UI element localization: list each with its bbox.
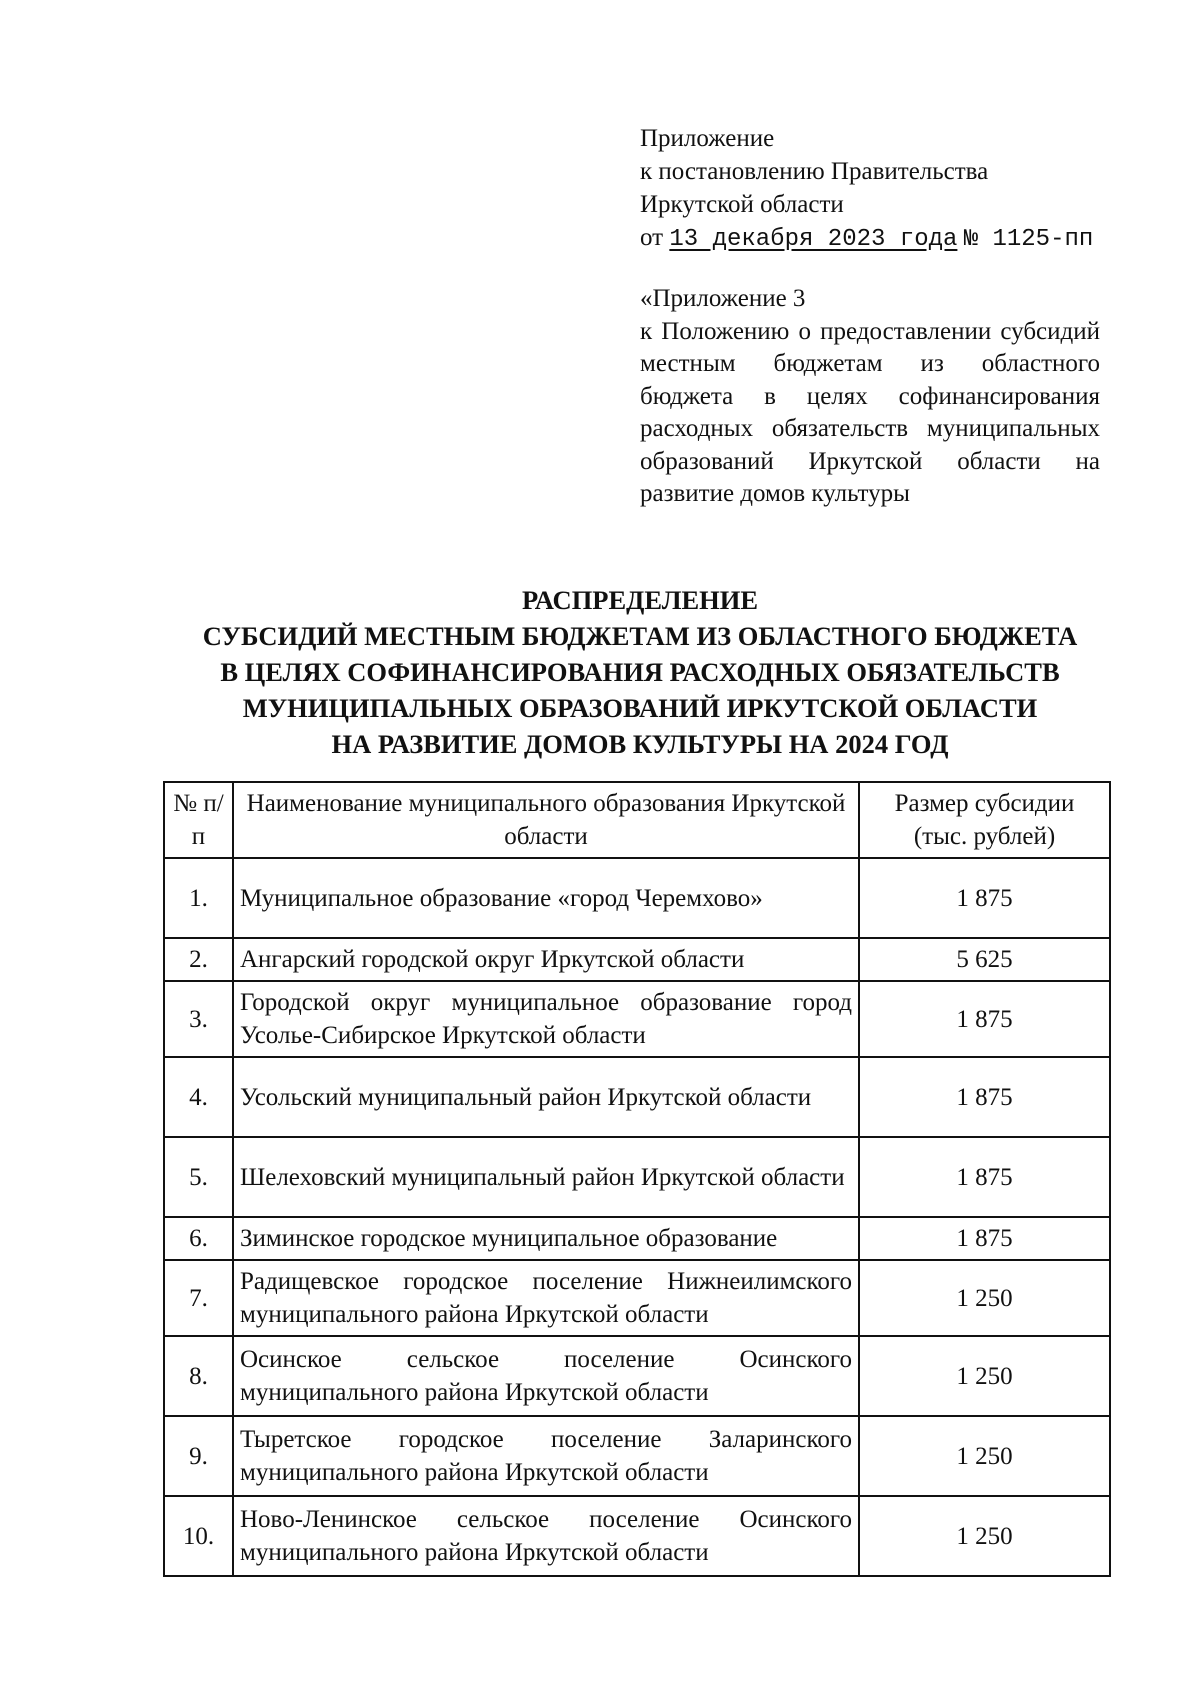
appendix-block: [640, 122, 1100, 256]
table-header-row: [164, 782, 1110, 858]
appendix-resolution-line: к постановлению Правительства: [640, 158, 989, 185]
row-name: Зиминское городское муниципальное образование: [233, 1217, 859, 1260]
row-amount: 5 625: [859, 938, 1110, 981]
row-amount: 1 875: [859, 858, 1110, 938]
title-line-1: РАСПРЕДЕЛЕНИЕ: [521, 585, 759, 615]
row-number: 2.: [164, 938, 233, 981]
table-row: [164, 858, 1110, 938]
table-row: [164, 981, 1110, 1057]
table-row: [164, 1336, 1110, 1416]
row-number: 4.: [164, 1057, 233, 1137]
appendix-date-line: [640, 221, 1100, 256]
row-amount: 1 250: [859, 1496, 1110, 1576]
row-number: 9.: [164, 1416, 233, 1496]
table-row: [164, 1416, 1110, 1496]
row-amount: 1 875: [859, 1217, 1110, 1260]
row-name: Тыретское городское поселение Заларинского муниципального района Иркутской области: [233, 1416, 859, 1496]
row-number: 3.: [164, 981, 233, 1057]
row-name: Осинское сельское поселение Осинского муниципального района Иркутской области: [233, 1336, 859, 1416]
table-row: [164, 1217, 1110, 1260]
row-amount: 1 875: [859, 981, 1110, 1057]
appendix-title: Приложение: [640, 125, 775, 152]
title-line-2: СУБСИДИЙ МЕСТНЫМ БЮДЖЕТАМ ИЗ ОБЛАСТНОГО БЮДЖЕТА: [202, 621, 1078, 651]
title-line-4: МУНИЦИПАЛЬНЫХ ОБРАЗОВАНИЙ ИРКУТСКОЙ ОБЛАСТИ: [242, 693, 1038, 723]
table-row: [164, 1496, 1110, 1576]
header-num: № п/п: [164, 782, 233, 858]
table-row: [164, 1260, 1110, 1336]
row-amount: 1 250: [859, 1260, 1110, 1336]
row-name: Ново-Ленинское сельское поселение Осинского муниципального района Иркутской области: [233, 1496, 859, 1576]
row-name: Усольский муниципальный район Иркутской области: [233, 1057, 859, 1137]
appendix3-text: к Положению о предоставлении субсидий местным бюджетам из областного бюджета в целях софинансирования расходных обязательств муниципальных образований Иркутской области на развитие домов культуры: [640, 317, 1100, 507]
title-line-5: НА РАЗВИТИЕ ДОМОВ КУЛЬТУРЫ НА 2024 ГОД: [331, 729, 949, 759]
table-row: [164, 1137, 1110, 1217]
row-number: 7.: [164, 1260, 233, 1336]
row-amount: 1 875: [859, 1137, 1110, 1217]
row-number: 8.: [164, 1336, 233, 1416]
row-number: 5.: [164, 1137, 233, 1217]
resolution-date: 13 декабря 2023 года: [669, 226, 958, 253]
row-number: 6.: [164, 1217, 233, 1260]
table-row: [164, 938, 1110, 981]
row-name: Радищевское городское поселение Нижнеилимского муниципального района Иркутской области: [233, 1260, 859, 1336]
date-prefix: от: [640, 224, 664, 251]
resolution-number: № 1125-пп: [963, 226, 1094, 253]
row-name: Муниципальное образование «город Черемхово»: [233, 858, 859, 938]
row-number: 1.: [164, 858, 233, 938]
appendix-region-line: Иркутской области: [640, 191, 844, 218]
appendix3-heading: «Приложение 3: [640, 285, 806, 312]
title-line-3: В ЦЕЛЯХ СОФИНАНСИРОВАНИЯ РАСХОДНЫХ ОБЯЗАТЕЛЬСТВ: [220, 657, 1060, 687]
document-title: [120, 582, 1160, 762]
row-amount: 1 875: [859, 1057, 1110, 1137]
row-name: Ангарский городской округ Иркутской области: [233, 938, 859, 981]
subsidy-table: [163, 781, 1111, 1577]
table-row: [164, 1057, 1110, 1137]
row-name: Шелеховский муниципальный район Иркутской области: [233, 1137, 859, 1217]
header-amount: Размер субсидии (тыс. рублей): [859, 782, 1110, 858]
row-number: 10.: [164, 1496, 233, 1576]
header-name: Наименование муниципального образования Иркутской области: [233, 782, 859, 858]
row-amount: 1 250: [859, 1416, 1110, 1496]
row-name: Городской округ муниципальное образование город Усолье-Сибирское Иркутской области: [233, 981, 859, 1057]
row-amount: 1 250: [859, 1336, 1110, 1416]
appendix3-block: [640, 283, 1100, 511]
